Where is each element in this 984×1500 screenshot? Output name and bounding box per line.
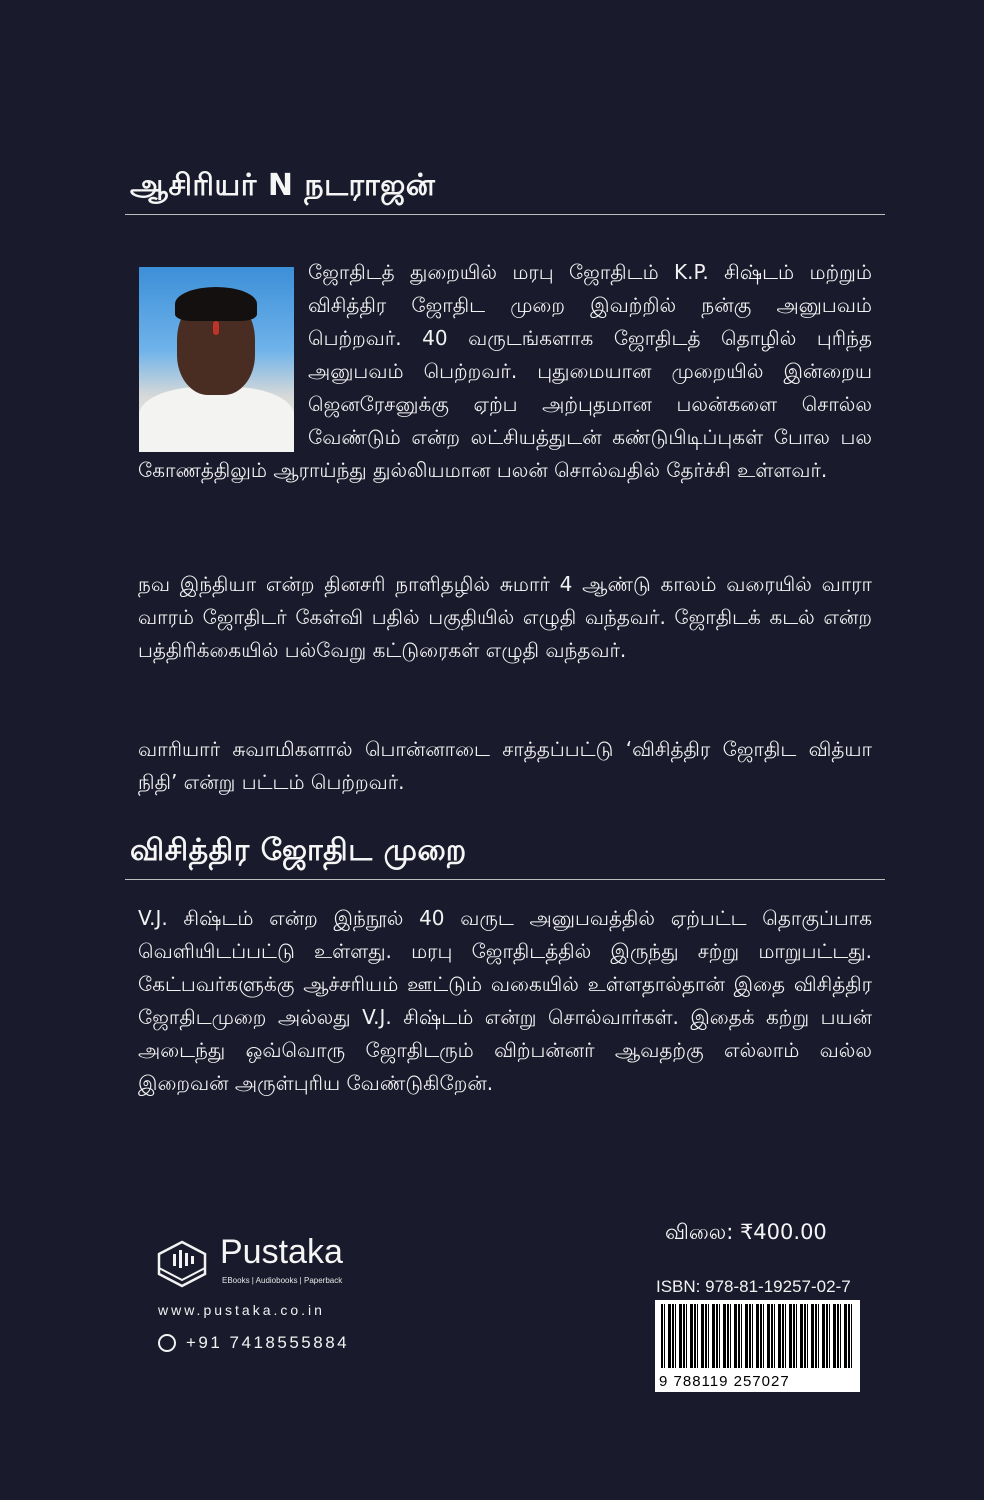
publisher-tagline: EBooks | Audiobooks | Paperback <box>222 1276 343 1285</box>
publisher-phone: +91 7418555884 <box>186 1333 350 1352</box>
book-heading-rule <box>125 879 885 880</box>
author-bio-text-1: ஜோதிடத் துறையில் மரபு ஜோதிடம் K.P. சிஷ்டம் மற்றும் விசித்திர ஜோதிட முறை இவற்றில் நன்கு அனுபவம் பெற்றவர். 40 வருடங்களாக ஜோதிடத் தொழில் புரிந்த அனுபவம் பெற்றவர். புதுமையான முறையில் இன்றைய ஜெனரேசனுக்கு ஏற்ப அற்புதமான பலன்களை சொல்ல வேண்டும் என்ற லட்சியத்துடன் கண்டுபிடிப்புகள் போல பல கோணத்திலும் ஆராய்ந்து துல்லியமான பலன் சொல்வதில் தேர்ச்சி உள்ளவர். <box>138 260 872 482</box>
author-bio-paragraph-1 <box>138 256 872 487</box>
photo-float-spacer <box>138 256 308 452</box>
publisher-name: Pustaka <box>220 1233 343 1271</box>
book-heading: விசித்திர ஜோதிட முறை <box>130 833 467 868</box>
author-bio-paragraph-3: வாரியார் சுவாமிகளால் பொன்னாடை சாத்தப்பட்டு ‘விசித்திர ஜோதிட வித்யா நிதி’ என்று பட்டம் பெற்றவர். <box>138 737 872 794</box>
book-description-paragraph: V.J. சிஷ்டம் என்ற இந்நூல் 40 வருட அனுபவத்தில் ஏற்பட்ட தொகுப்பாக வெளியிடப்பட்டு உள்ளது. மரபு ஜோதிடத்தில் இருந்து சற்று மாறுபட்டது. கேட்பவர்களுக்கு ஆச்சரியம் ஊட்டும் வகையில் உள்ளதால்தான் இதை விசித்திர ஜோதிடமுறை அல்லது V.J. சிஷ்டம் என்று சொல்வார்கள். இதைக் கற்று பயன் அடைந்து ஒவ்வொரு ஜோதிடரும் விற்பன்னர் ஆவதற்கு எல்லாம் வல்ல இறைவன் அருள்புரிய வேண்டுகிறேன். <box>138 906 872 1095</box>
pustaka-logo-icon <box>155 1238 209 1288</box>
barcode-bars <box>661 1304 854 1368</box>
author-heading: ஆசிரியர் N நடராஜன் <box>130 168 436 203</box>
publisher-website: www.pustaka.co.in <box>158 1302 325 1318</box>
isbn-label: ISBN: 978-81-19257-02-7 <box>656 1277 851 1296</box>
author-bio-paragraph-2: நவ இந்தியா என்ற தினசரி நாளிதழில் சுமார் 4 ஆண்டு காலம் வரையில் வாரா வாரம் ஜோதிடர் கேள்வி பதில் பகுதியில் எழுதி வந்தவர். ஜோதிடக் கடல் என்ற பத்திரிக்கையில் பல்வேறு கட்டுரைகள் எழுதி வந்தவர். <box>138 572 872 662</box>
barcode-digits: 9 788119 257027 <box>659 1373 790 1390</box>
whatsapp-icon <box>158 1334 176 1352</box>
author-heading-rule <box>125 214 885 215</box>
isbn-barcode <box>655 1300 860 1392</box>
price-label: விலை: ₹400.00 <box>665 1220 827 1244</box>
